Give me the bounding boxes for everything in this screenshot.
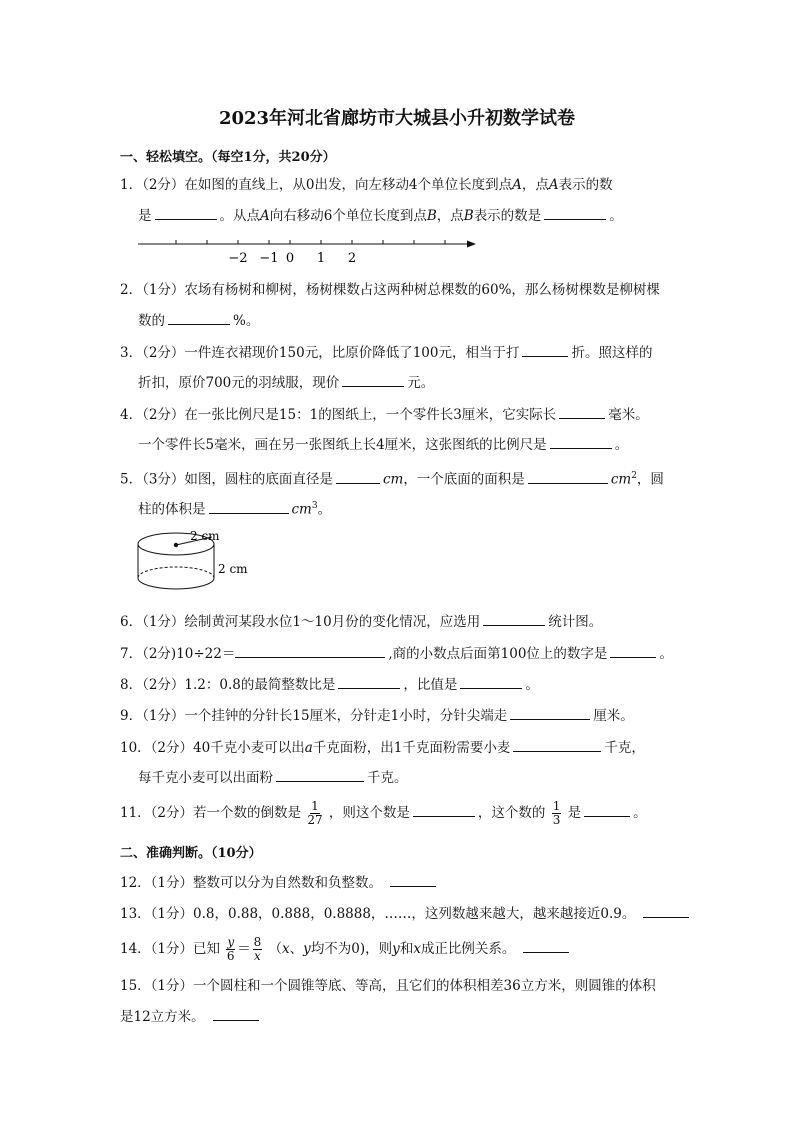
answer-blank[interactable] xyxy=(550,434,612,449)
answer-blank[interactable] xyxy=(413,802,475,817)
answer-blank[interactable] xyxy=(460,674,522,689)
fraction-y-over-6: $\frac{y}{6}$ xyxy=(226,935,235,963)
question-6: 6．（1分）绘制黄河某段水位1～10月份的变化情况，应选用 统计图。 xyxy=(120,611,602,632)
answer-blank[interactable] xyxy=(544,205,606,220)
question-7: 7．（2分)10÷22＝ ,商的小数点后面第100位上的数字是 。 xyxy=(120,643,673,664)
cylinder-figure xyxy=(132,524,260,596)
answer-blank[interactable] xyxy=(336,469,380,484)
cylinder-bottom-front xyxy=(138,578,214,589)
question-14: 14．（1分）已知 $\frac{y}{6}$ ＝ $\frac{8}{x}$ （x、y均不为0)，则y和x成正比例关系。 xyxy=(120,936,572,963)
tick-label: −2 xyxy=(228,251,248,266)
answer-blank[interactable] xyxy=(559,404,605,419)
answer-blank[interactable] xyxy=(390,872,436,887)
question-15-line-1: 15．（1分）一个圆柱和一个圆锥等底、等高，且它们的体积相差36立方米，则圆锥的体积 xyxy=(120,978,656,994)
question-15-line-2: 是12立方米。 xyxy=(120,1006,262,1027)
answer-blank[interactable] xyxy=(513,737,601,752)
section-heading-true-false: 二、准确判断。（10分） xyxy=(120,846,262,861)
fraction-one-third: $\frac{1}{3}$ xyxy=(552,799,561,827)
answer-blank[interactable] xyxy=(528,469,608,484)
tick-label: 1 xyxy=(316,251,326,266)
question-3-line-2: 折扣，原价700元的羽绒服，现价 元。 xyxy=(138,372,434,393)
arrow-head-icon xyxy=(467,241,476,248)
question-3-line-1: 3．（2分）一件连衣裙现价150元，比原价降低了100元，相当于打 折。照这样的 xyxy=(120,342,652,363)
answer-blank[interactable] xyxy=(643,903,689,918)
answer-blank[interactable] xyxy=(523,938,569,953)
top-label: 2 cm xyxy=(190,529,220,543)
question-8: 8．（2分）1.2：0.8的最简整数比是 ，比值是 。 xyxy=(120,674,539,695)
question-10-line-2: 每千克小麦可以出面粉 千克。 xyxy=(138,767,408,788)
tick-label: −1 xyxy=(259,251,279,266)
fraction-8-over-x: $\frac{8}{x}$ xyxy=(253,935,262,963)
question-5-line-1: 5．（3分）如图，圆柱的底面直径是 cm，一个底面的面积是 $cm^2$，圆 xyxy=(120,466,664,490)
answer-blank[interactable] xyxy=(342,372,404,387)
question-13: 13．（1分）0.8，0.88，0.888，0.8888，……，这列数越来越大，越来越接近0.9。 xyxy=(120,903,692,924)
answer-blank[interactable] xyxy=(213,1006,259,1021)
side-label: 2 cm xyxy=(218,562,248,576)
answer-blank[interactable] xyxy=(510,705,590,720)
question-11: 11．（2分）若一个数的倒数是 $\frac{1}{27}$ ，则这个数是 ，这个数的 $\frac{1}{3}$ 是 。 xyxy=(120,799,647,827)
fraction-one-over-27: $\frac{1}{27}$ xyxy=(307,799,323,827)
section-heading-fill-in: 一、轻松填空。（每空1分，共20分） xyxy=(120,150,336,165)
question-10-line-1: 10．（2分）40千克小麦可以出a千克面粉，出1千克面粉需要小麦 千克， xyxy=(120,737,645,758)
question-12: 12．（1分）整数可以分为自然数和负整数。 xyxy=(120,872,439,893)
question-4-line-2: 一个零件长5毫米，画在另一张图纸上长4厘米，这张图纸的比例尺是 。 xyxy=(138,434,628,455)
tick-label: 0 xyxy=(285,251,295,266)
number-line-figure xyxy=(134,234,484,266)
answer-blank[interactable] xyxy=(584,802,630,817)
answer-blank[interactable] xyxy=(522,342,568,357)
question-9: 9．（1分）一个挂钟的分针长15厘米，分针走1小时，分针尖端走 厘米。 xyxy=(120,705,634,726)
question-2-line-1: 2．（1分）农场有杨树和柳树，杨树棵数占这两种树总棵数的60%，那么杨树棵数是柳树棵 xyxy=(120,282,660,298)
page-title: 2023年河北省廊坊市大城县小升初数学试卷 xyxy=(218,108,576,129)
tick-label: 2 xyxy=(347,251,357,266)
answer-blank[interactable] xyxy=(610,643,656,658)
question-1-line-2: 是 。从点A向右移动6个单位长度到点B，点B表示的数是 。 xyxy=(138,205,623,226)
question-4-line-1: 4．（2分）在一张比例尺是15：1的图纸上，一个零件长3厘米，它实际长 毫米。 xyxy=(120,404,649,425)
cylinder-bottom-back xyxy=(138,567,214,578)
answer-blank[interactable] xyxy=(338,674,400,689)
question-5-line-2: 柱的体积是 $cm^3$。 xyxy=(138,496,331,520)
answer-blank[interactable] xyxy=(276,767,364,782)
answer-blank[interactable] xyxy=(168,310,230,325)
answer-blank[interactable] xyxy=(483,611,545,626)
question-1-line-1: 1．（2分）在如图的直线上，从0出发，向左移动4个单位长度到点A，点A表示的数 xyxy=(120,177,613,193)
answer-blank[interactable] xyxy=(235,643,385,658)
answer-blank[interactable] xyxy=(209,499,289,514)
question-2-line-2: 数的 %。 xyxy=(138,310,259,331)
answer-blank[interactable] xyxy=(155,205,217,220)
